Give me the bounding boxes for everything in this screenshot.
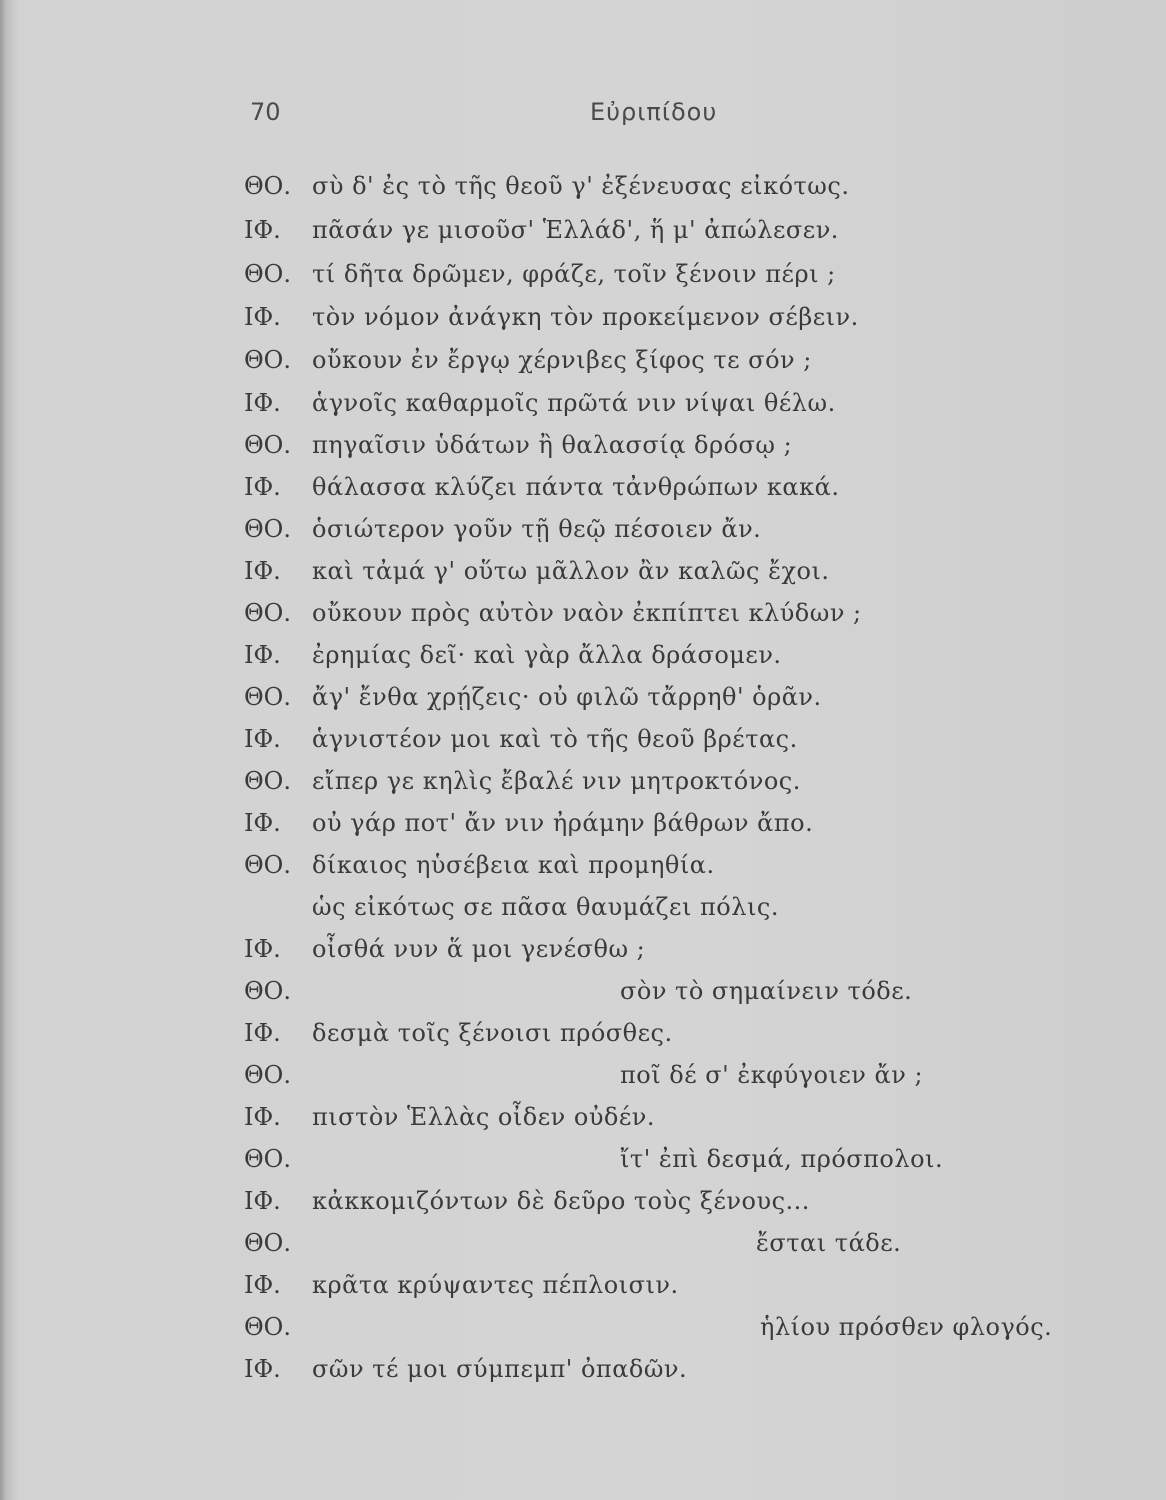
verse-text: θάλασσα κλύζει πάντα τἀνθρώπων κακά. [312,473,840,501]
speaker-label: ΘΟ. [244,515,291,543]
verse-text: πᾶσάν γε μισοῦσ' Ἑλλάδ', ἥ μ' ἀπώλεσεν. [312,216,839,244]
verse-text: καὶ τἀμά γ' οὕτω μᾶλλον ἂν καλῶς ἔχοι. [312,557,830,585]
verse-text: οὔκουν ἐν ἔργῳ χέρνιβες ξίφος τε σόν ; [312,346,812,374]
verse-text: δεσμὰ τοῖς ξένοισι πρόσθες. [312,1019,673,1047]
verse-text: τὸν νόμον ἀνάγκη τὸν προκείμενον σέβειν. [312,303,859,331]
speaker-label: ΘΟ. [244,260,291,288]
speaker-label: ΙΦ. [244,557,281,585]
verse-text: σῶν τέ μοι σύμπεμπ' ὀπαδῶν. [312,1355,688,1383]
verse-text: οἶσθά νυν ἅ μοι γενέσθω ; [312,935,646,963]
speaker-label: ΘΟ. [244,599,291,627]
speaker-label: ΙΦ. [244,1103,281,1131]
verse-text: κἀκκομιζόντων δὲ δεῦρο τοὺς ξένους... [312,1187,810,1215]
verse-text: ἐρημίας δεῖ· καὶ γὰρ ἄλλα δράσομεν. [312,641,782,669]
verse-text: ἁγνοῖς καθαρμοῖς πρῶτά νιν νίψαι θέλω. [312,389,836,417]
verse-text: κρᾶτα κρύψαντες πέπλοισιν. [312,1271,679,1299]
verse-text: οὐ γάρ ποτ' ἄν νιν ἠράμην βάθρων ἄπο. [312,809,814,837]
speaker-label: ΙΦ. [244,1187,281,1215]
verse-text: ἄγ' ἔνθα χρῄζεις· οὐ φιλῶ τἄρρηθ' ὁρᾶν. [312,683,822,711]
verse-text: σὺ δ' ἐς τὸ τῆς θεοῦ γ' ἐξένευσας εἰκότως. [312,172,850,200]
verse-text: ποῖ δέ σ' ἐκφύγοιεν ἄν ; [620,1061,924,1089]
speaker-label: ΙΦ. [244,725,281,753]
speaker-label: ΘΟ. [244,1145,291,1173]
verse-text: ἁγνιστέον μοι καὶ τὸ τῆς θεοῦ βρέτας. [312,725,798,753]
speaker-label: ΙΦ. [244,641,281,669]
speaker-label: ΙΦ. [244,935,281,963]
verse-text: ἡλίου πρόσθεν φλογός. [760,1313,1053,1341]
speaker-label: ΙΦ. [244,1271,281,1299]
speaker-label: ΘΟ. [244,767,291,795]
speaker-label: ΙΦ. [244,216,281,244]
speaker-label: ΙΦ. [244,809,281,837]
speaker-label: ΙΦ. [244,473,281,501]
speaker-label: ΘΟ. [244,1313,291,1341]
running-title: Εὐριπίδου [590,98,718,126]
speaker-label: ΘΟ. [244,977,291,1005]
speaker-label: ΘΟ. [244,346,291,374]
verse-text: δίκαιος ηὑσέβεια καὶ προμηθία. [312,851,715,879]
speaker-label: ΘΟ. [244,172,291,200]
verse-text: σὸν τὸ σημαίνειν τόδε. [620,977,913,1005]
speaker-label: ΙΦ. [244,389,281,417]
verse-text: ὁσιώτερον γοῦν τῇ θεῷ πέσοιεν ἄν. [312,515,762,543]
speaker-label: ΙΦ. [244,303,281,331]
speaker-label: ΘΟ. [244,1061,291,1089]
page-number: 70 [250,98,281,126]
speaker-label: ΘΟ. [244,851,291,879]
speaker-label: ΘΟ. [244,431,291,459]
verse-text: πιστὸν Ἑλλὰς οἶδεν οὐδέν. [312,1103,656,1131]
verse-text: εἴπερ γε κηλὶς ἔβαλέ νιν μητροκτόνος. [312,767,801,795]
verse-text: ἔσται τάδε. [756,1229,902,1257]
verse-text: ἴτ' ἐπὶ δεσμά, πρόσπολοι. [620,1145,944,1173]
verse-text: οὔκουν πρὸς αὐτὸν ναὸν ἐκπίπτει κλύδων ; [312,599,862,627]
verse-text: ὡς εἰκότως σε πᾶσα θαυμάζει πόλις. [312,893,779,921]
speaker-label: ΘΟ. [244,1229,291,1257]
verse-text: τί δῆτα δρῶμεν, φράζε, τοῖν ξένοιν πέρι ; [312,260,836,288]
speaker-label: ΘΟ. [244,683,291,711]
speaker-label: ΙΦ. [244,1355,281,1383]
speaker-label: ΙΦ. [244,1019,281,1047]
verse-text: πηγαῖσιν ὑδάτων ἢ θαλασσίᾳ δρόσῳ ; [312,431,793,459]
